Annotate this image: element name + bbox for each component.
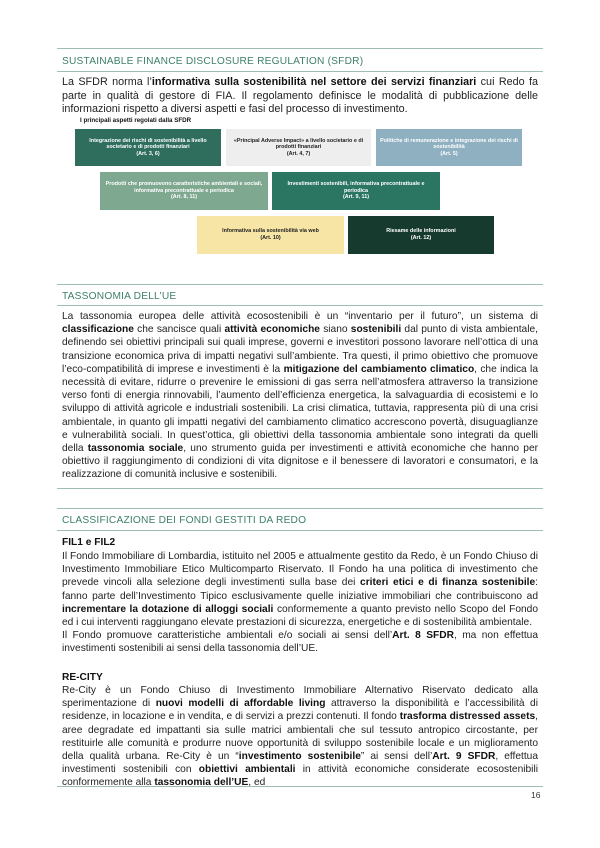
section-title-underline [57, 305, 543, 306]
funds-section-title: CLASSIFICAZIONE DEI FONDI GESTITI DA REDO [62, 515, 307, 526]
sfdr-box-risk-integration: Integrazione dei rischi di sostenibilità a livello societario e di prodotti finanziari (Art. 3, 6) [75, 129, 221, 166]
section-divider [57, 488, 543, 489]
sfdr-section-title: SUSTAINABLE FINANCE DISCLOSURE REGULATION (SFDR) [62, 56, 364, 67]
section-title-underline [57, 530, 543, 531]
sfdr-diagram-title: I principali aspetti regolati dalla SFDR [80, 117, 192, 124]
recity-paragraph: Re-City è un Fondo Chiuso di Investimento Immobiliare Alternativo Riservato dedicato alla sperimentazione di nuovi modelli di affordable living attraverso la disponibilità e l’accessibilità di residenze, in locazione e in vendita, e di servizi a prezzi contenuti. Il fondo trasforma distressed assets, aree degradate ed impattanti sia sulle matrici ambientali che sul tessuto antropico circostante, per restituirle alle comunità e produrre nuove opportunità di sviluppo sostenibile locale e un miglioramento della qualità urbana. Re-City è un “investimento sostenibile” ai sensi dell’Art. 9 SFDR, effettua investimenti sostenibili con obiettivi ambientali in attività economiche considerate ecosostenibili conformemente alla tassonomia dell’UE, ed [62, 685, 538, 789]
section-divider [57, 508, 543, 509]
sfdr-intro-paragraph: La SFDR norma l’informativa sulla sostenibilità nel settore dei servizi finanziari cui Redo fa parte in qualità di gestore di FIA. Il regolamento definisce le modalità di pubblicazione delle informazioni rispetto a diversi aspetti e fasi del processo di investimento. [62, 76, 538, 115]
taxonomy-section-title: TASSONOMIA DELL’UE [62, 291, 177, 302]
taxonomy-paragraph: La tassonomia europea delle attività ecosostenibili è un “inventario per il futuro”, un sistema di classificazione che sancisce quali attività economiche siano sostenibili dal punto di vista ambientale, definendo sei obiettivi principali sui quali imprese, governi e investitori possono lavorare nell’ottica di una transizione economica priva di impatti negativi sull’ambiente. Tra questi, il primo obiettivo che promuove l’eco-compatibilità di imprese e investimenti è la mitigazione del cambiamento climatico, che indica la necessità di evitare, ridurre o prevenire le emissioni di gas serra nell’atmosfera attraverso la transizione verso fonti di energia rinnovabili, l’aumento dell’efficienza energetica, la salvaguardia di ecosistemi e lo sviluppo di attività agricole e industriali sostenibili. La crisi climatica, tuttavia, rappresenta più di una crisi ambientale, in quanto gli impatti negativi del cambiamento climatico accrescono povertà, disuguaglianze e vulnerabilità sociali. In quest’ottica, gli obiettivi della tassonomia ambientale sono integrati da quelli della tassonomia sociale, uno strumento guida per investimenti e attività economiche che hanno per obiettivo il raggiungimento di condizioni di vita dignitose e il benessere di lavoratori e consumatori, e la realizzazione di comunità inclusive e sostenibili. [62, 311, 539, 481]
fil-paragraph: Il Fondo Immobiliare di Lombardia, istituito nel 2005 e attualmente gestito da Redo, è un Fondo Chiuso di Investimento Immobiliare Etico Multicomparto Riservato. Il Fondo ha una politica di investimento che prevede vincoli alla selezione degli investimenti sulla base dei criteri etici e di finanza sostenibile: fanno parte dell’Investimento Tipico esclusivamente quelle iniziative immobiliari che contribuiscono ad incrementare la dotazione di alloggi sociali conformemente a quanto previsto nello Scopo del Fondo ed i cui interventi raggiungano elevate prestazioni di sicurezza, energetiche e di sostenibilità ambientale. Il Fondo promuove caratteristiche ambientali e/o sociali ai sensi dell’Art. 8 SFDR, ma non effettua investimenti sostenibili ai sensi della tassonomia dell’UE. [62, 551, 538, 655]
sfdr-box-review: Riesame delle informazioni (Art. 12) [348, 216, 494, 254]
section-divider [57, 284, 543, 285]
section-title-underline [57, 71, 543, 72]
sfdr-box-web-disclosure: Informativa sulla sostenibilità via web (Art. 10) [197, 216, 344, 254]
page-number: 16 [531, 790, 541, 800]
fil-subtitle: FIL1 e FIL2 [62, 537, 116, 548]
footer-divider [57, 786, 543, 787]
sfdr-box-remuneration-policies: Politiche di remunerazione e integrazione dei rischi di sostenibilità (Art. 5) [376, 129, 522, 166]
section-divider-top [57, 48, 543, 49]
sfdr-box-principal-adverse-impact: «Principal Adverse Impact» a livello societario e di prodotti finanziari (Art. 4, 7) [226, 129, 371, 166]
sfdr-box-art8-products: Prodotti che promuovono caratteristiche ambientali e sociali, informativa precontrattuale e periodica (Art. 8, 11) [100, 172, 268, 210]
recity-subtitle: RE-CITY [62, 672, 103, 683]
sfdr-box-sustainable-investments: Investimenti sostenibili, informativa precontrattuale e periodica (Art. 9, 11) [272, 172, 440, 210]
